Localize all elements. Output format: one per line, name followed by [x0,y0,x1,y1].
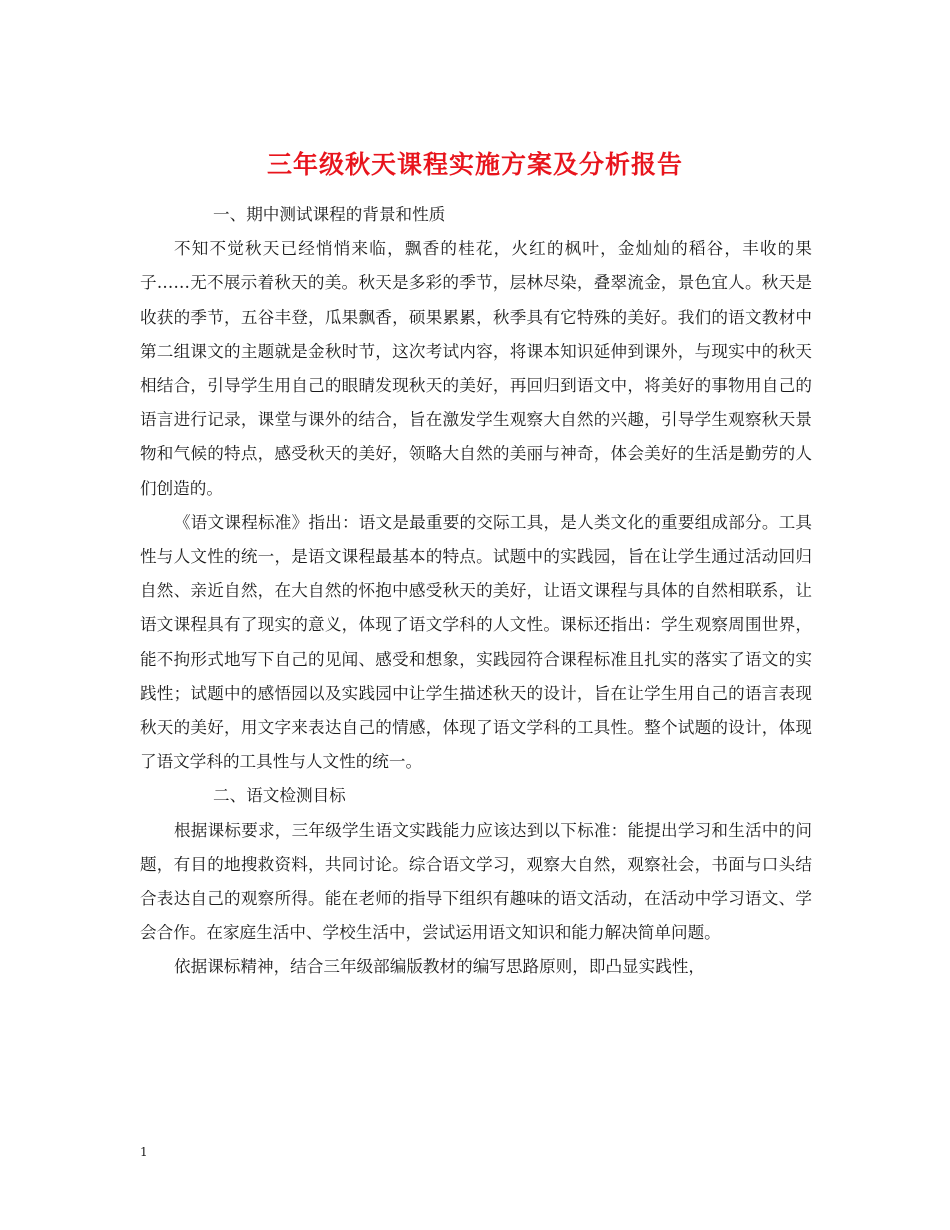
body-paragraph: 不知不觉秋天已经悄悄来临，飘香的桂花，火红的枫叶，金灿灿的稻谷，丰收的果子……无不展示着秋天的美。秋天是多彩的季节，层林尽染，叠翠流金，景色宜人。秋天是收获的季节，五谷丰登，瓜果飘香，硕果累累，秋季具有它特殊的美好。我们的语文教材中第二组课文的主题就是金秋时节，这次考试内容，将课本知识延伸到课外，与现实中的秋天相结合，引导学生用自己的眼睛发现秋天的美好，再回归到语文中，将美好的事物用自己的语言进行记录，课堂与课外的结合，旨在激发学生观察大自然的兴趣，引导学生观察秋天景物和气候的特点，感受秋天的美好，领略大自然的美丽与神奇，体会美好的生活是勤劳的人们创造的。 [140,239,812,498]
body-paragraph: 根据课标要求，三年级学生语文实践能力应该达到以下标准：能提出学习和生活中的问题，有目的地搜救资料，共同讨论。综合语文学习，观察大自然，观察社会，书面与口头结合表达自己的观察所得。能在老师的指导下组织有趣味的语文活动，在活动中学习语文、学会合作。在家庭生活中、学校生活中，尝试运用语文知识和能力解决简单问题。 [140,820,812,943]
document-title: 三年级秋天课程实施方案及分析报告 [266,149,683,179]
section-heading: 二、语文检测目标 [213,786,346,806]
body-paragraph: 依据课标精神，结合三年级部编版教材的编写思路原则，即凸显实践性， [174,957,706,977]
section-heading: 一、期中测试课程的背景和性质 [213,205,446,224]
document-body [140,198,812,985]
body-paragraph: 《语文课程标准》指出：语文是最重要的交际工具，是人类文化的重要组成部分。工具性与人文性的统一，是语文课程最基本的特点。试题中的实践园，旨在让学生通过活动回归自然、亲近自然，在大自然的怀抱中感受秋天的美好，让语文课程与具体的自然相联系，让语文课程具有了现实的意义，体现了语文学科的人文性。课标还指出：学生观察周围世界，能不拘形式地写下自己的见闻、感受和想象，实践园符合课程标准且扎实的落实了语文的实践性；试题中的感悟园以及实践园中让学生描述秋天的设计，旨在让学生用自己的语言表现秋天的美好，用文字来表达自己的情感，体现了语文学科的工具性。整个试题的设计，体现了语文学科的工具性与人文性的统一。 [140,512,812,772]
page-number: 1 [140,1145,148,1159]
